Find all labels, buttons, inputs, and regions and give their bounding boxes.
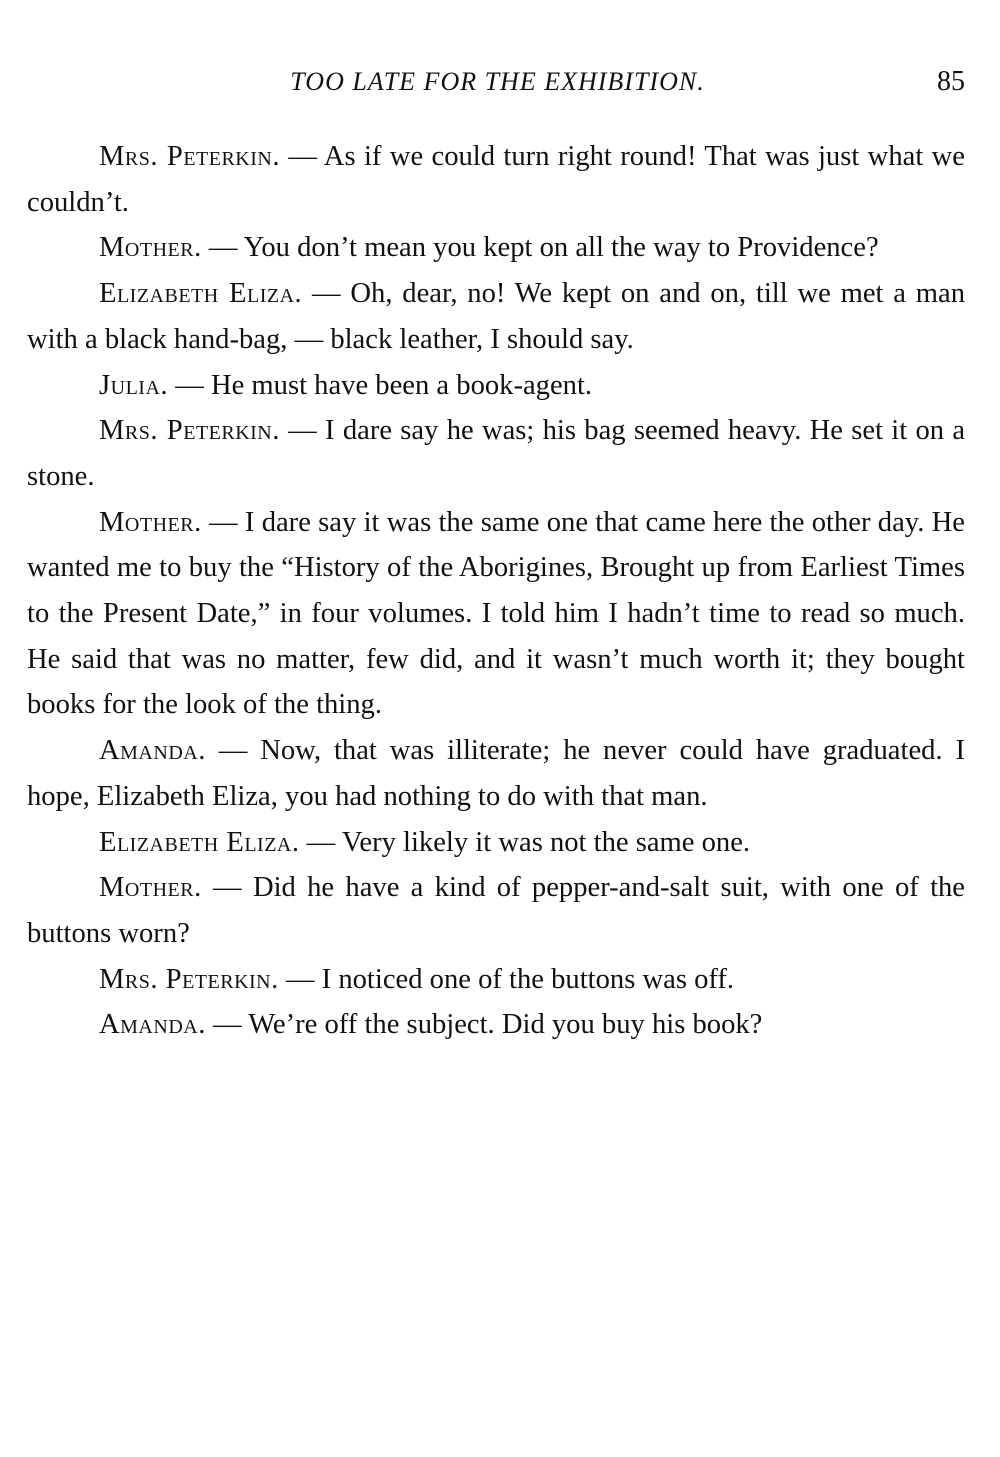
speaker-name: Mother. <box>99 872 202 904</box>
dialogue-text: Did he have a kind of pepper-and-salt suit, with one of the buttons worn? <box>27 872 966 949</box>
speaker-name: Amanda. <box>99 1009 206 1041</box>
dialogue-paragraph <box>27 271 965 362</box>
dialogue-text: I dare say it was the same one that came here the other day. He wanted me to buy the “History of the Aborigines, Brought up from Earliest Times to the Present Date,” in four volumes. I told him I hadn’t time to read so much. He said that was no matter, few did, and it wasn’t much worth it; they bought books for the look of the thing. <box>27 506 965 721</box>
dialogue-text: Oh, dear, no! We kept on and on, till we met a man with a black hand-bag, — black leather, I should say. <box>27 278 965 355</box>
em-dash: — <box>201 506 245 538</box>
dialogue-text: Now, that was illiterate; he never could have graduated. I hope, Elizabeth Eliza, you had nothing to do with that man. <box>27 735 965 812</box>
speaker-name: Mother. <box>99 232 202 264</box>
em-dash: — <box>280 141 324 172</box>
dialogue-text: You don’t mean you kept on all the way to Providence? <box>243 232 879 264</box>
em-dash: — <box>299 826 342 858</box>
running-title: TOO LATE FOR THE EXHIBITION. <box>290 67 705 96</box>
speaker-name: Mother. <box>99 506 202 538</box>
dialogue-text: We’re off the subject. Did you buy his book? <box>248 1009 763 1041</box>
em-dash: — <box>278 963 322 995</box>
dialogue-text: I noticed one of the buttons was off. <box>321 963 735 995</box>
dialogue-paragraph <box>27 820 965 866</box>
dialogue-paragraph <box>27 1002 965 1048</box>
dialogue-paragraph <box>27 408 965 499</box>
dialogue-body <box>27 134 965 1048</box>
dialogue-paragraph <box>27 500 965 729</box>
em-dash: — <box>205 1009 249 1041</box>
em-dash: — <box>279 415 326 447</box>
speaker-name: Mrs. Peterkin. <box>99 141 281 172</box>
dialogue-paragraph <box>27 957 965 1003</box>
dialogue-paragraph <box>27 865 965 956</box>
dialogue-text: Very likely it was not the same one. <box>341 826 751 858</box>
speaker-name: Elizabeth Eliza. <box>99 278 303 310</box>
speaker-name: Mrs. Peterkin. <box>99 963 279 995</box>
page-number: 85 <box>937 66 965 97</box>
page-header <box>30 60 965 104</box>
dialogue-text: As if we could turn right round! That was just what we couldn’t. <box>27 141 965 218</box>
em-dash: — <box>168 369 211 401</box>
dialogue-paragraph <box>27 134 965 225</box>
em-dash: — <box>205 735 261 767</box>
speaker-name: Mrs. Peterkin. <box>99 415 280 447</box>
speaker-name: Julia. <box>99 369 169 401</box>
em-dash: — <box>302 278 351 310</box>
em-dash: — <box>201 872 253 904</box>
dialogue-text: He must have been a book-agent. <box>210 369 593 401</box>
dialogue-paragraph <box>27 728 965 819</box>
speaker-name: Elizabeth Eliza. <box>99 826 300 858</box>
em-dash: — <box>201 232 244 264</box>
speaker-name: Amanda. <box>99 735 206 767</box>
dialogue-paragraph <box>27 363 965 409</box>
dialogue-text: I dare say he was; his bag seemed heavy. He set it on a stone. <box>27 415 966 492</box>
dialogue-paragraph <box>27 225 965 271</box>
